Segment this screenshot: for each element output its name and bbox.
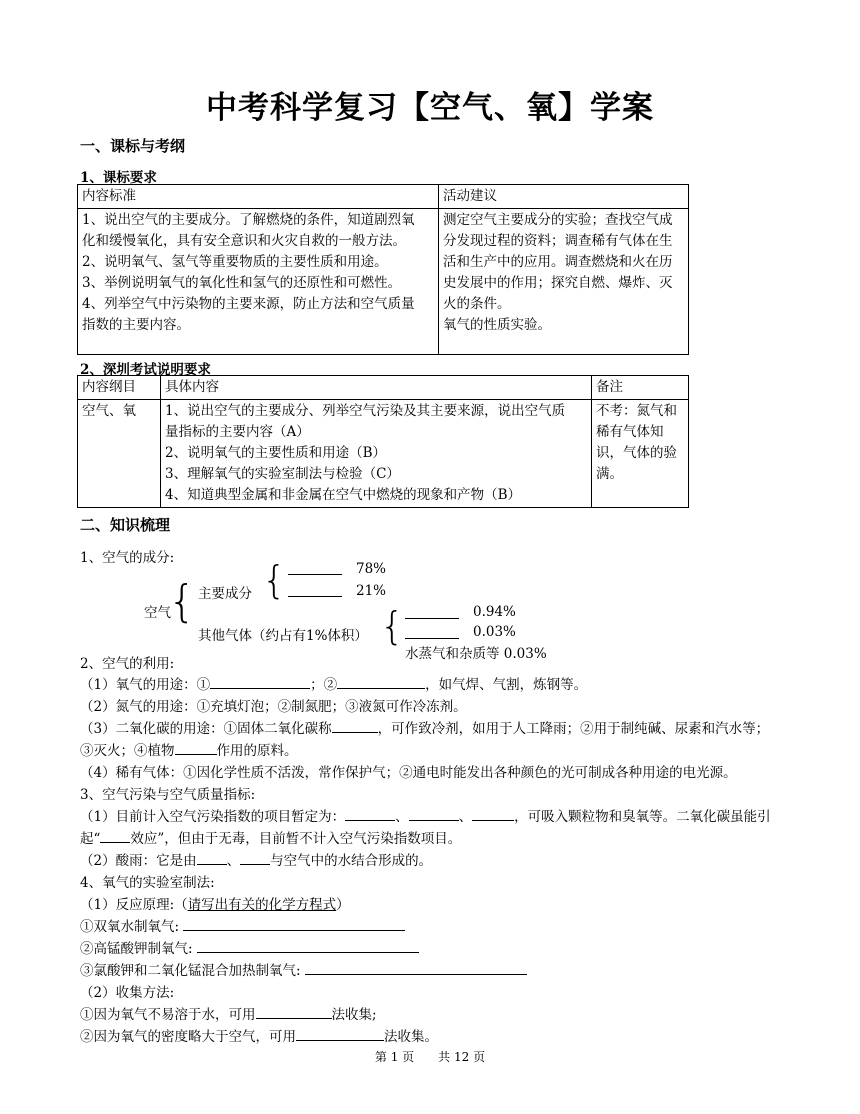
vapor-label: 水蒸气和杂质等 0.03% <box>405 646 547 662</box>
table2-content-line: 量指标的主要内容（A） <box>165 424 310 440</box>
oxygen-uses-text: ，如气焊、气割，炼钢等。 <box>425 677 588 693</box>
acid-rain-text: 、 <box>226 853 241 869</box>
table1-activity-cell <box>439 209 689 355</box>
table2-content-line: 2、说明氧气的主要性质和用途（B） <box>165 445 387 461</box>
kclo3-line <box>80 959 527 979</box>
collection-text: ②因为氧气的密度略大于空气，可用 <box>80 1029 296 1045</box>
table1-right-line: 活和生产中的应用。调查燃烧和火在历 <box>443 254 673 270</box>
pct-21: 21% <box>356 583 387 599</box>
collection-air-line <box>80 1025 438 1045</box>
collection-text: ①因为氧气不易溶于水，可用 <box>80 1007 256 1023</box>
table1-right-line: 分发现过程的资料；调查稀有气体在生 <box>443 233 673 249</box>
pollution-text: 起“ <box>80 831 101 847</box>
table1-content-cell <box>78 209 439 355</box>
reaction-principle-text: ） <box>336 897 350 913</box>
reaction-principle-instruction: 请写出有关的化学方程式 <box>187 897 337 913</box>
air-brace-icon: { <box>168 576 196 627</box>
oxygen-use-blank-1[interactable] <box>210 674 310 689</box>
table1-header-activity: 活动建议 <box>439 185 689 209</box>
page-footer: 第 1 页 共 12 页 <box>374 1050 486 1064</box>
co2-uses-line <box>80 717 769 737</box>
main-brace-icon: { <box>262 558 287 602</box>
oxygen-uses-text: （1）氧气的用途：① <box>80 677 211 693</box>
item-air-pollution: 3、空气污染与空气质量指标: <box>80 787 256 803</box>
kclo3-equation-blank[interactable] <box>305 960 527 975</box>
table2-note-line: 稀有气体知 <box>596 424 664 440</box>
co2-uses-line-2 <box>80 739 298 759</box>
table1-left-line: 1、说出空气的主要成分。了解燃烧的条件，知道剧烈氧 <box>82 212 415 228</box>
pct-003: 0.03% <box>473 624 516 640</box>
item-air-composition: 1、空气的成分: <box>80 550 175 566</box>
kmno4-label: ②高锰酸钾制氧气: <box>80 941 193 957</box>
table1-header-content: 内容标准 <box>78 185 439 209</box>
h2o2-line <box>80 915 405 935</box>
water-method-blank[interactable] <box>256 1004 332 1019</box>
co2-uses-text: ，可作致冷剂，如用于人工降雨；②用于制纯碱、尿素和汽水等； <box>377 721 770 737</box>
pollution-index-line-2 <box>80 827 461 847</box>
pollution-text: （1）目前计入空气污染指数的项目暂定为： <box>80 809 346 825</box>
table1-right-line: 史发展中的作用；探究自燃、爆炸、灭 <box>443 275 673 291</box>
reaction-principle-line <box>80 893 350 913</box>
oxygen-blank[interactable] <box>288 582 342 597</box>
co2-uses-text: ③灭火；④植物 <box>80 743 175 759</box>
nitrogen-uses-line: （2）氮气的用途：①充填灯泡；②制氮肥；③液氮可作冷冻剂。 <box>80 699 467 715</box>
table1-left-line: 化和缓慢氧化，具有安全意识和火灾自救的一般方法。 <box>82 233 406 249</box>
other-gases-label: 其他气体（约占有1%体积） <box>198 628 368 644</box>
table1-right-line: 测定空气主要成分的实验；查找空气成 <box>443 212 673 228</box>
acid-rain-line <box>80 849 432 869</box>
pollutant-blank-2[interactable] <box>409 806 459 821</box>
table2-content-line: 3、理解氧气的实验室制法与检验（C） <box>165 466 400 482</box>
h2o2-equation-blank[interactable] <box>183 916 405 931</box>
collection-water-line <box>80 1003 377 1023</box>
kclo3-label: ③氯酸钾和二氧化锰混合加热制氧气: <box>80 963 301 979</box>
subheading-shenzhen-requirements: 2、深圳考试说明要求 <box>80 362 211 378</box>
other-brace-icon: { <box>380 604 405 648</box>
acid-rain-blank-1[interactable] <box>197 850 227 865</box>
table2-header-content: 具体内容 <box>161 376 592 400</box>
pollutant-blank-1[interactable] <box>345 806 395 821</box>
kmno4-equation-blank[interactable] <box>197 938 419 953</box>
air-method-blank[interactable] <box>296 1026 384 1041</box>
air-label: 空气 <box>144 605 171 621</box>
greenhouse-blank[interactable] <box>100 828 130 843</box>
table1-left-line: 2、说明氧气、氢气等重要物质的主要性质和用途。 <box>82 254 388 270</box>
table1-left-line: 4、列举空气中污染物的主要来源，防止方法和空气质量 <box>82 296 415 312</box>
acid-rain-text: （2）酸雨：它是由 <box>80 853 197 869</box>
co2-uses-text: 作用的原料。 <box>216 743 298 759</box>
h2o2-label: ①双氧水制氧气: <box>80 919 180 935</box>
noble-gas-uses-line: （4）稀有气体：①因化学性质不活泼，常作保护气；②通电时能发出各种颜色的光可制成各种用途的电光源。 <box>80 765 737 781</box>
pollution-text: 、 <box>458 809 473 825</box>
table2-header-note: 备注 <box>592 376 689 400</box>
nitrogen-blank[interactable] <box>288 560 342 575</box>
table1-right-line: 氧气的性质实验。 <box>443 317 551 333</box>
oxygen-use-blank-2[interactable] <box>337 674 425 689</box>
table2-content-cell <box>161 400 592 508</box>
dry-ice-blank[interactable] <box>332 718 378 733</box>
acid-rain-blank-2[interactable] <box>240 850 270 865</box>
pollution-text: 、 <box>395 809 409 825</box>
table2-content-line: 1、说出空气的主要成分、列举空气污染及其主要来源，说出空气质 <box>165 403 566 419</box>
pollutant-blank-3[interactable] <box>472 806 514 821</box>
table2-note-line: 识，气体的验 <box>596 445 677 461</box>
table1-right-line: 火的条件。 <box>443 296 511 312</box>
collection-text: 法收集。 <box>384 1029 438 1045</box>
exam-requirements-table <box>77 375 689 508</box>
reaction-principle-text: （1）反应原理:（ <box>80 897 188 913</box>
pollution-text: 效应”，但由于无毒，目前暂不计入空气污染指数项目。 <box>130 831 462 847</box>
collection-method-line: （2）收集方法: <box>80 985 175 1001</box>
table2-outline-cell: 空气、氧 <box>78 400 161 508</box>
table2-header-outline: 内容纲目 <box>78 376 161 400</box>
acid-rain-text: 与空气中的水结合形成的。 <box>270 853 433 869</box>
subheading-course-standards: 1、课标要求 <box>80 170 157 186</box>
table1-left-line: 指数的主要内容。 <box>82 317 190 333</box>
table2-content-line: 4、知道典型金属和非金属在空气中燃烧的现象和产物（B） <box>165 487 522 503</box>
item-air-uses: 2、空气的利用: <box>80 656 175 672</box>
item-oxygen-lab-prep: 4、氧气的实验室制法: <box>80 875 215 891</box>
collection-text: 法收集; <box>331 1007 377 1023</box>
section-heading-2: 二、知识梳理 <box>80 516 171 534</box>
section-heading-1: 一、课标与考纲 <box>80 137 186 155</box>
table2-note-line: 满。 <box>596 466 623 482</box>
kmno4-line <box>80 937 419 957</box>
table2-note-cell <box>592 400 689 508</box>
co2-blank[interactable] <box>405 624 459 639</box>
page-title: 中考科学复习【空气、氧】学案 <box>206 90 654 126</box>
main-components-label: 主要成分 <box>198 586 252 602</box>
pct-094: 0.94% <box>473 604 516 620</box>
co2-uses-text: （3）二氧化碳的用途：①固体二氧化碳称 <box>80 721 332 737</box>
photosynthesis-blank[interactable] <box>175 740 217 755</box>
oxygen-uses-line <box>80 673 587 693</box>
noble-gas-blank[interactable] <box>405 604 459 619</box>
table1-left-line: 3、举例说明氧气的氧化性和氢气的还原性和可燃性。 <box>82 275 402 291</box>
pct-78: 78% <box>356 561 387 577</box>
oxygen-uses-text: ；② <box>310 677 338 693</box>
pollution-text: ，可吸入颗粒物和臭氧等。二氧化碳虽能引 <box>514 809 771 825</box>
table2-note-line: 不考：氮气和 <box>596 403 677 419</box>
course-standards-table <box>77 184 689 355</box>
pollution-index-line <box>80 805 771 825</box>
